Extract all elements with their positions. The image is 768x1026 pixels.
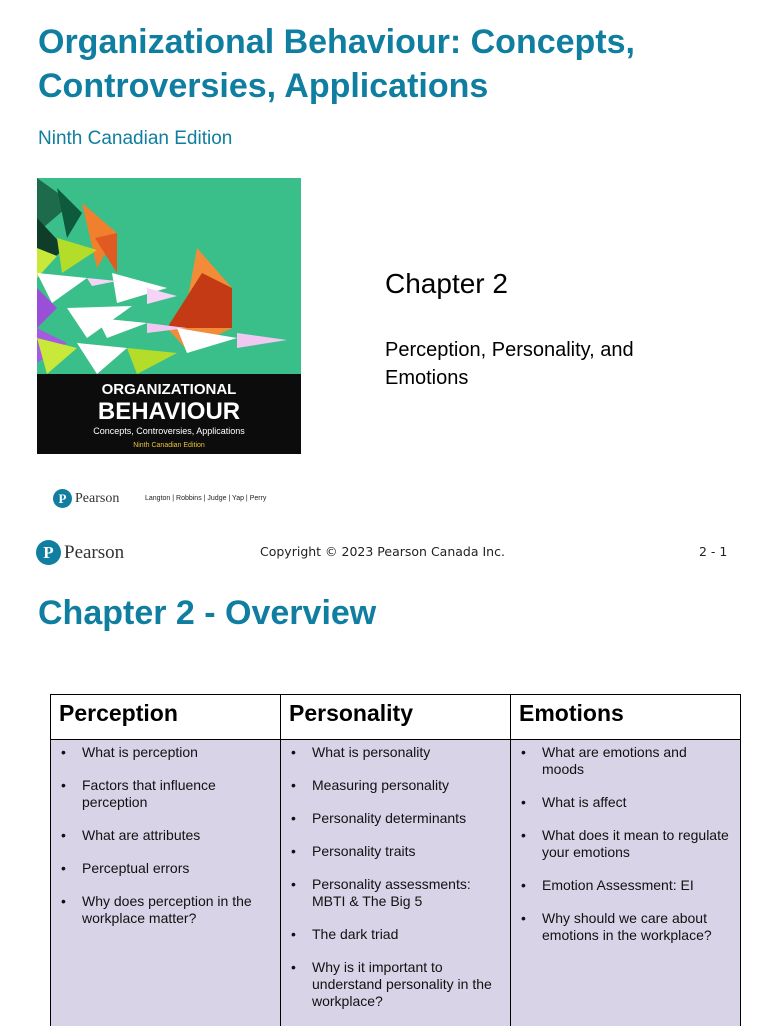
cover-line-4: Ninth Canadian Edition [133,442,205,449]
book-title: Organizational Behaviour: Concepts, Controversies, Applications [38,20,758,108]
table-header-row [51,695,741,740]
chapter-subtitle: Perception, Personality, and Emotions [385,336,715,392]
emotions-cell [511,740,741,1026]
pearson-logo-footer [36,540,124,565]
pearson-wordmark: Pearson [64,542,124,564]
book-cover-image [37,178,301,454]
copyright-notice: Copyright © 2023 Pearson Canada Inc. [260,544,505,559]
emotions-list [519,744,732,944]
authors-line: Langton | Robbins | Judge | Yap | Perry [145,495,266,502]
list-item: • Personality traits [289,843,502,860]
overview-title: Chapter 2 - Overview [38,594,376,633]
edition-label: Ninth Canadian Edition [38,128,232,150]
list-item: • What is affect [519,794,732,811]
cover-line-3: Concepts, Controversies, Applications [93,426,245,436]
list-item: • Factors that influence perception [59,777,272,811]
column-heading: Emotions [511,695,741,740]
list-item: • What is personality [289,744,502,761]
list-item: • Emotion Assessment: EI [519,877,732,894]
personality-list [289,744,502,1010]
pearson-p-icon: P [36,540,61,565]
perception-list [59,744,272,927]
list-item: • Perceptual errors [59,860,272,877]
list-item: • Why is it important to understand personality in the workplace? [289,959,502,1010]
table-row [51,740,741,1026]
list-item: • The dark triad [289,926,502,943]
list-item: • Measuring personality [289,777,502,794]
pearson-wordmark: Pearson [75,491,119,507]
list-item: • What are emotions and moods [519,744,732,778]
list-item: • What is perception [59,744,272,761]
personality-cell [281,740,511,1026]
cover-line-1: ORGANIZATIONAL [102,381,237,398]
pearson-p-icon: P [53,489,72,508]
pearson-logo-small [53,489,119,508]
list-item: • What does it mean to regulate your emotions [519,827,732,861]
cover-line-2: BEHAVIOUR [98,398,240,425]
list-item: • Why should we care about emotions in the workplace? [519,910,732,944]
column-heading: Perception [51,695,281,740]
column-heading: Personality [281,695,511,740]
list-item: • Personality assessments: MBTI & The Big 5 [289,876,502,910]
overview-table [50,694,741,1026]
list-item: • What are attributes [59,827,272,844]
list-item: • Why does perception in the workplace matter? [59,893,272,927]
list-item: • Personality determinants [289,810,502,827]
chapter-label: Chapter 2 [385,268,508,300]
perception-cell [51,740,281,1026]
page-number: 2 - 1 [699,544,727,559]
